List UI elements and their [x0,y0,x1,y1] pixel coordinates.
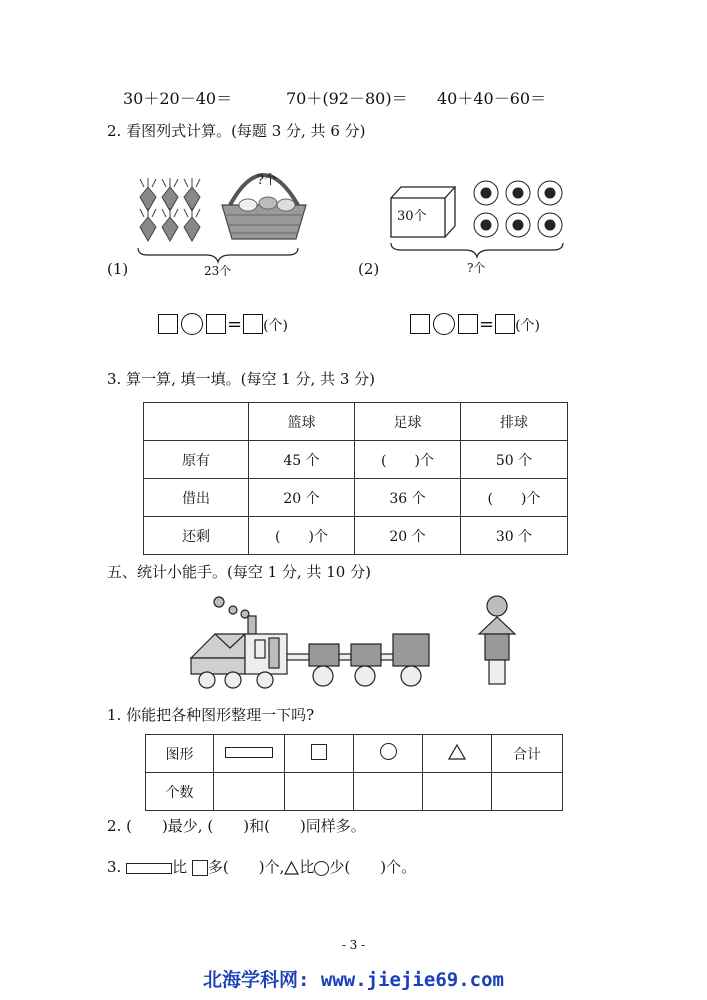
shape-count-table [145,734,563,811]
triangle-shape-icon [284,861,299,875]
figure-1-label: (1) [107,260,129,278]
square-shape-icon [311,744,327,760]
table-row: 个数 [146,773,563,811]
count-cell[interactable] [492,773,563,811]
table-row: 借出 20 个 36 个 ( )个 [144,479,568,517]
expression-2: 70＋(92－80)＝ [286,89,408,108]
count-cell[interactable] [285,773,354,811]
expression-3: 40＋40－60＝ [437,89,547,108]
table-row: 图形 合计 [146,735,563,773]
total-label-1: 23个 [204,264,232,278]
section5-title: 五、统计小能手。(每空 1 分, 共 10 分) [107,563,371,581]
blank[interactable] [132,817,162,835]
blank[interactable] [213,817,243,835]
answer-template-1[interactable]: = (个) [158,313,288,335]
count-cell[interactable] [354,773,423,811]
square-shape-icon [192,860,208,876]
section5-q1-title: 1. 你能把各种图形整理一下吗? [107,706,315,724]
basket-label: ?个 [257,173,277,188]
blank-cell[interactable]: ( )个 [249,517,355,555]
answer-template-2[interactable]: = (个) [410,313,540,335]
table-row: 还剩 ( )个 20 个 30 个 [144,517,568,555]
soccer-ball-icons [474,181,562,237]
carrot-icons [140,178,200,241]
footer-website[interactable]: 北海学科网: www.jiejie69.com [203,969,504,991]
blank-cell[interactable]: ( )个 [355,441,461,479]
page-number: - 3 - [341,938,366,952]
triangle-shape-icon [448,744,466,760]
table-row: 篮球 足球 排球 [144,403,568,441]
brace-line [138,248,298,262]
rectangle-shape-icon [126,863,172,874]
brace-line [391,243,563,257]
section5-q2: 2. ( )最少, ( )和( )同样多。 [107,817,366,835]
blank[interactable] [270,817,300,835]
figure-2-label: (2) [358,260,380,278]
blank-cell[interactable]: ( )个 [461,479,568,517]
blank[interactable] [350,858,380,876]
blank[interactable] [229,858,259,876]
table-row: 原有 45 个 ( )个 50 个 [144,441,568,479]
circle-shape-icon [314,861,329,876]
section5-q3: 3. 比 多( )个, 比 少( )个。 [107,858,417,876]
total-label-2: ?个 [467,261,486,275]
rectangle-shape-icon [225,747,273,758]
q3-title: 3. 算一算, 填一填。(每空 1 分, 共 3 分) [107,370,376,388]
count-cell[interactable] [214,773,285,811]
count-cell[interactable] [423,773,492,811]
circle-shape-icon [380,743,397,760]
expression-1: 30＋20－40＝ [123,89,233,108]
shapes-train-figure [185,592,525,692]
q2-title: 2. 看图列式计算。(每题 3 分, 共 6 分) [107,122,366,140]
box-label: 30个 [397,209,427,224]
ball-table [143,402,568,555]
